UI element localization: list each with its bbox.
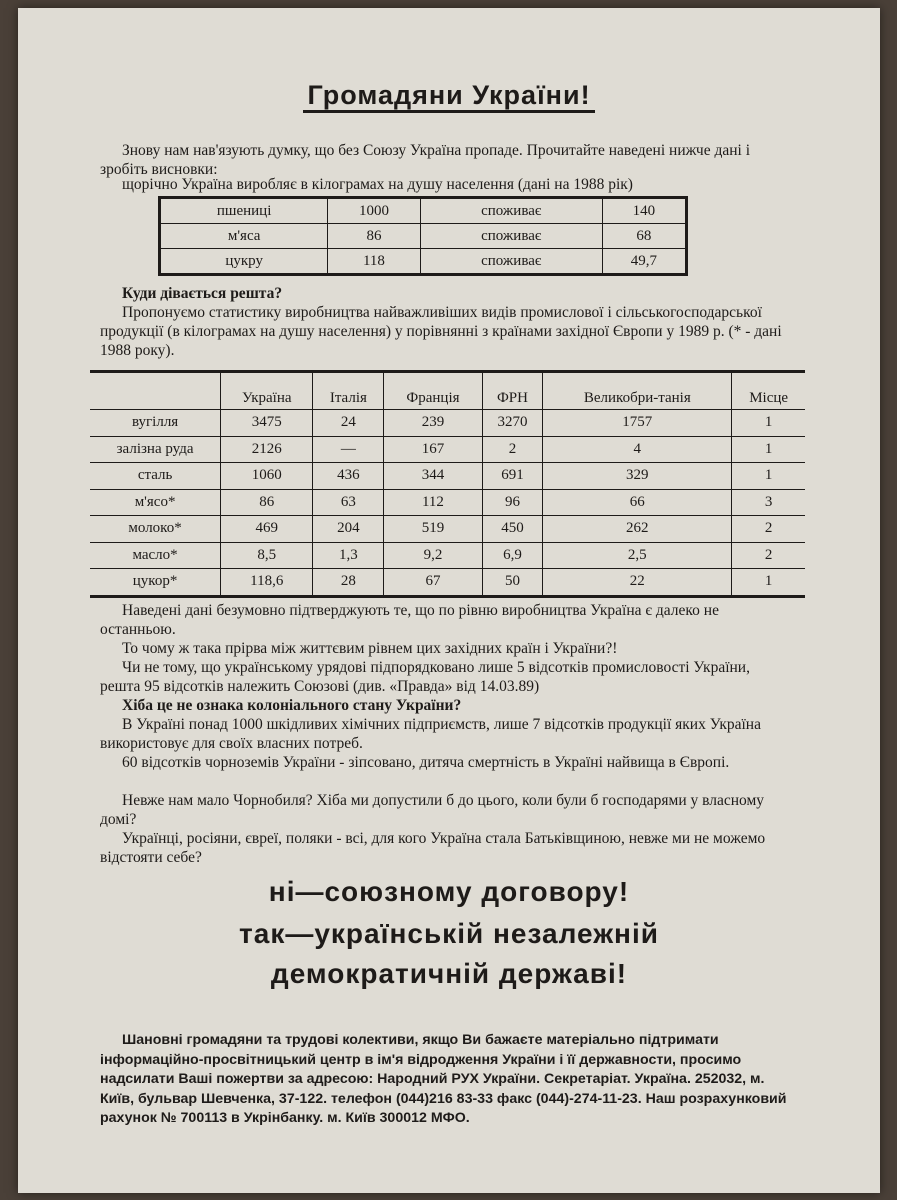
value-cell: 8,5 xyxy=(221,542,313,569)
industry-control-paragraph: Чи не тому, що українському урядові підпорядковано лише 5 відсотків промисловості України, решта 95 відсотків належить Союзові (див. «Правда» від 14.03.89) xyxy=(100,659,750,695)
statistics-intro-paragraph: Пропонуємо статистику виробництва найважливіших видів промислової і сільськогосподарської продукції (в кілограмах на душу населення) у порівнянні з країнами західної Європи у 1989 р. (* - дані 1988 року). xyxy=(100,304,782,359)
value-cell: 3 xyxy=(732,489,805,516)
consumption-cell: м'яса xyxy=(160,224,328,249)
consumption-cell: 68 xyxy=(602,224,686,249)
consumption-cell: 118 xyxy=(328,249,420,275)
consumption-cell: 49,7 xyxy=(602,249,686,275)
value-cell: 3475 xyxy=(221,410,313,437)
value-cell: 67 xyxy=(384,569,482,597)
chemical-plants-paragraph: В Україні понад 1000 шкідливих хімічних підприємств, лише 7 відсотків продукції яких Україна використовує для своїх власних потреб. xyxy=(100,716,761,752)
comparison-column-header xyxy=(90,372,221,410)
consumption-cell: пшениці xyxy=(160,198,328,224)
value-cell: 450 xyxy=(482,516,543,543)
consumption-cell: споживає xyxy=(420,249,602,275)
value-cell: 2 xyxy=(482,436,543,463)
value-cell: 2 xyxy=(732,516,805,543)
intro-subline: щорічно Україна виробляє в кілограмах на душу населення (дані на 1988 рік) xyxy=(122,176,633,193)
consumption-row xyxy=(160,249,687,275)
value-cell: 344 xyxy=(384,463,482,490)
value-cell: 6,9 xyxy=(482,542,543,569)
value-cell: 1 xyxy=(732,569,805,597)
value-cell: 204 xyxy=(313,516,384,543)
value-cell: 167 xyxy=(384,436,482,463)
value-cell: 1060 xyxy=(221,463,313,490)
value-cell: 2126 xyxy=(221,436,313,463)
comparison-header-row xyxy=(90,372,805,410)
value-cell: 1,3 xyxy=(313,542,384,569)
value-cell: 1 xyxy=(732,410,805,437)
product-name-cell: цукор* xyxy=(90,569,221,597)
comparison-row xyxy=(90,463,805,490)
appeal-paragraph: Українці, росіяни, євреї, поляки - всі, для кого Україна стала Батьківщиною, невже ми не можемо відстояти себе? xyxy=(100,830,766,866)
consumption-cell: споживає xyxy=(420,224,602,249)
product-name-cell: масло* xyxy=(90,542,221,569)
value-cell: 519 xyxy=(384,516,482,543)
consumption-cell: 86 xyxy=(328,224,420,249)
soil-mortality-paragraph: 60 відсотків чорноземів України - зіпсовано, дитяча смертність в Україні найвища в Європі. xyxy=(122,754,730,771)
comparison-row xyxy=(90,542,805,569)
consumption-cell: 140 xyxy=(602,198,686,224)
value-cell: 50 xyxy=(482,569,543,597)
slogan-democratic-state: демократичній державі! xyxy=(270,958,628,989)
value-cell: 22 xyxy=(543,569,732,597)
comparison-row xyxy=(90,569,805,597)
consumption-cell: цукру xyxy=(160,249,328,275)
value-cell: 24 xyxy=(313,410,384,437)
chernobyl-paragraph: Невже нам мало Чорнобиля? Хіба ми допустили б до цього, коли були б господарями у власному домі? xyxy=(100,792,765,828)
consumption-table xyxy=(158,196,688,276)
question-living-standard: То чому ж така прірва між життєвим рівнем цих західних країн і України?! xyxy=(122,640,618,657)
value-cell: 118,6 xyxy=(221,569,313,597)
value-cell: — xyxy=(313,436,384,463)
leaflet-page xyxy=(18,8,880,1193)
value-cell: 66 xyxy=(543,489,732,516)
consumption-row xyxy=(160,224,687,249)
value-cell: 4 xyxy=(543,436,732,463)
consumption-cell: 1000 xyxy=(328,198,420,224)
product-name-cell: молоко* xyxy=(90,516,221,543)
value-cell: 262 xyxy=(543,516,732,543)
consumption-cell: споживає xyxy=(420,198,602,224)
value-cell: 1757 xyxy=(543,410,732,437)
slogan-yes-independence: так—українській незалежній xyxy=(239,918,659,949)
comparison-column-header: Місце xyxy=(732,372,805,410)
product-name-cell: вугілля xyxy=(90,410,221,437)
comparison-column-header: Франція xyxy=(384,372,482,410)
comparison-column-header: ФРН xyxy=(482,372,543,410)
leaflet-title: Громадяни України! xyxy=(18,80,880,111)
comparison-row xyxy=(90,410,805,437)
consumption-row xyxy=(160,198,687,224)
comparison-column-header: Італія xyxy=(313,372,384,410)
comparison-row xyxy=(90,516,805,543)
product-name-cell: залізна руда xyxy=(90,436,221,463)
value-cell: 112 xyxy=(384,489,482,516)
value-cell: 691 xyxy=(482,463,543,490)
slogan-no-union-treaty: ні—союзному договору! xyxy=(268,876,630,907)
intro-paragraph: Знову нам нав'язують думку, що без Союзу Україна пропаде. Прочитайте наведені нижче дані і зробіть висновки: xyxy=(100,142,751,178)
value-cell: 3270 xyxy=(482,410,543,437)
value-cell: 63 xyxy=(313,489,384,516)
value-cell: 86 xyxy=(221,489,313,516)
value-cell: 239 xyxy=(384,410,482,437)
value-cell: 2,5 xyxy=(543,542,732,569)
value-cell: 28 xyxy=(313,569,384,597)
value-cell: 2 xyxy=(732,542,805,569)
comparison-column-header: Великобри-танія xyxy=(543,372,732,410)
question-where-rest: Куди дівається решта? xyxy=(122,285,283,302)
comparison-row xyxy=(90,489,805,516)
donation-appeal: Шановні громадяни та трудові колективи, якщо Ви бажаєте матеріально підтримати інформаційно-просвітницький центр в ім'я відродження України і її державности, просимо надсилати Ваші пожертви за адресою: Народний РУХ України. Секретаріат. Україна. 252032, м. Київ, бульвар Шевченка, 37-122. телефон (044)216 83-33 факс (044)-274-11-23. Наш розрахунковий рахунок № 700113 в Укрінбанку. м. Київ 300012 МФО. xyxy=(100,1032,787,1126)
value-cell: 469 xyxy=(221,516,313,543)
production-comparison-table xyxy=(90,370,805,598)
value-cell: 436 xyxy=(313,463,384,490)
product-name-cell: м'ясо* xyxy=(90,489,221,516)
value-cell: 96 xyxy=(482,489,543,516)
value-cell: 329 xyxy=(543,463,732,490)
value-cell: 1 xyxy=(732,436,805,463)
conclusion-paragraph: Наведені дані безумовно підтверджують те, що по рівню виробництва Україна є далеко не останньою. xyxy=(100,602,719,638)
colonial-question: Хіба це не ознака колоніального стану України? xyxy=(122,697,462,714)
value-cell: 1 xyxy=(732,463,805,490)
product-name-cell: сталь xyxy=(90,463,221,490)
comparison-row xyxy=(90,436,805,463)
value-cell: 9,2 xyxy=(384,542,482,569)
comparison-column-header: Україна xyxy=(221,372,313,410)
